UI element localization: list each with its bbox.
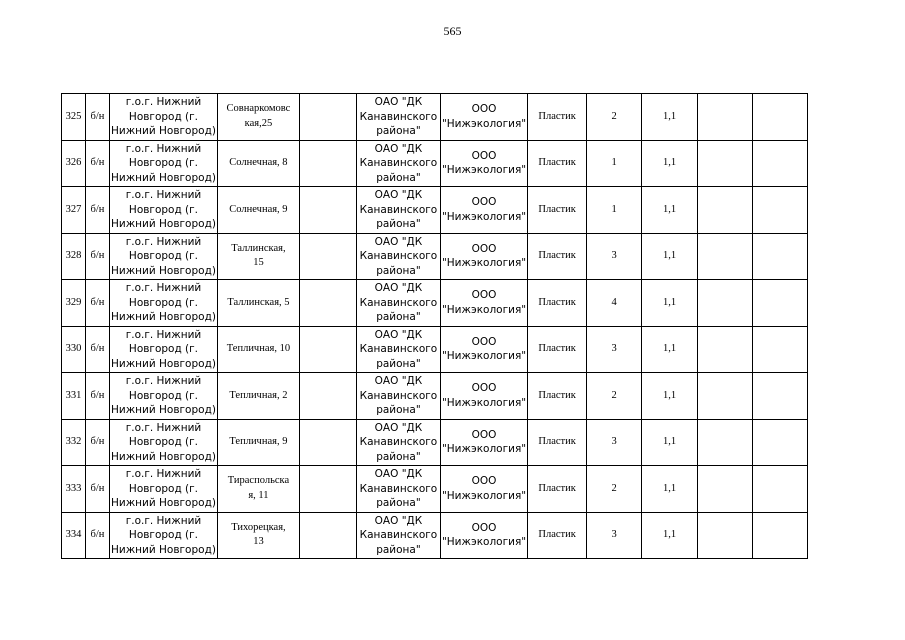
cell-blank bbox=[299, 512, 356, 559]
cell-owner-line: Канавинского bbox=[359, 110, 438, 123]
cell-city-line: г.о.г. Нижний bbox=[125, 235, 202, 248]
cell-type: б/н bbox=[86, 187, 110, 234]
cell-street bbox=[217, 373, 299, 420]
cell-street-line: Солнечная, 8 bbox=[229, 157, 288, 168]
cell-operator bbox=[440, 466, 527, 513]
cell-city-line: Нижний Новгород) bbox=[111, 218, 216, 230]
cell-operator bbox=[440, 512, 527, 559]
cell-volume: 1,1 bbox=[642, 280, 698, 327]
cell-owner-line: района" bbox=[376, 450, 421, 463]
cell-operator-line: "Нижэкология" bbox=[441, 536, 527, 549]
cell-operator-line: "Нижэкология" bbox=[441, 257, 527, 270]
cell-volume: 1,1 bbox=[642, 373, 698, 420]
cell-blank bbox=[299, 419, 356, 466]
cell-owner-line: района" bbox=[376, 404, 421, 416]
cell-street-line: Тепличная, 10 bbox=[226, 343, 291, 354]
cell-street bbox=[217, 512, 299, 559]
cell-operator-line: "Нижэкология" bbox=[441, 164, 527, 177]
cell-blank bbox=[698, 94, 753, 141]
page-number: 565 bbox=[443, 24, 462, 38]
cell-owner-line: района" bbox=[376, 125, 421, 137]
cell-number: 328 bbox=[62, 233, 86, 280]
cell-blank bbox=[299, 373, 356, 420]
cell-operator bbox=[440, 94, 527, 141]
cell-city-line: Новгород (г. bbox=[128, 203, 199, 216]
cell-city bbox=[110, 94, 218, 141]
cell-owner-line: Канавинского bbox=[359, 157, 438, 169]
cell-city-line: Нижний Новгород) bbox=[111, 311, 216, 323]
cell-operator-line: ООО bbox=[471, 103, 497, 116]
cell-material: Пластик bbox=[528, 512, 587, 559]
cell-owner-line: района" bbox=[376, 497, 421, 509]
cell-type: б/н bbox=[86, 419, 110, 466]
cell-material: Пластик bbox=[528, 419, 587, 466]
cell-blank bbox=[698, 280, 753, 327]
cell-operator bbox=[440, 280, 527, 327]
cell-operator bbox=[440, 373, 527, 420]
cell-operator-line: ООО bbox=[471, 428, 497, 441]
cell-count: 1 bbox=[587, 140, 642, 187]
cell-street-line: Тепличная, 9 bbox=[229, 436, 288, 447]
cell-material: Пластик bbox=[528, 466, 587, 513]
cell-city-line: г.о.г. Нижний bbox=[125, 375, 202, 387]
cell-operator-line: ООО bbox=[471, 149, 497, 162]
cell-count: 2 bbox=[587, 373, 642, 420]
cell-city-line: Новгород (г. bbox=[128, 250, 199, 262]
cell-blank bbox=[299, 466, 356, 513]
cell-owner bbox=[356, 233, 440, 280]
cell-blank bbox=[698, 512, 753, 559]
cell-number: 329 bbox=[62, 280, 86, 327]
cell-count: 3 bbox=[587, 326, 642, 373]
cell-owner bbox=[356, 280, 440, 327]
table-row bbox=[62, 187, 808, 234]
cell-volume: 1,1 bbox=[642, 512, 698, 559]
cell-blank bbox=[299, 140, 356, 187]
cell-street-line: я, 11 bbox=[248, 489, 269, 501]
cell-blank bbox=[299, 280, 356, 327]
cell-number: 330 bbox=[62, 326, 86, 373]
cell-city-line: Нижний Новгород) bbox=[111, 125, 216, 137]
cell-owner-line: ОАО "ДК bbox=[374, 421, 423, 434]
cell-city-line: Нижний Новгород) bbox=[111, 497, 216, 509]
cell-owner bbox=[356, 326, 440, 373]
cell-city bbox=[110, 187, 218, 234]
cell-owner bbox=[356, 373, 440, 420]
cell-owner-line: ОАО "ДК bbox=[374, 142, 423, 155]
cell-blank bbox=[753, 466, 808, 513]
cell-city bbox=[110, 140, 218, 187]
cell-material: Пластик bbox=[528, 373, 587, 420]
cell-street-line: Таллинская, 5 bbox=[227, 296, 290, 308]
cell-owner bbox=[356, 140, 440, 187]
cell-street-line: кая,25 bbox=[244, 117, 273, 129]
cell-operator-line: "Нижэкология" bbox=[441, 396, 527, 409]
cell-volume: 1,1 bbox=[642, 419, 698, 466]
cell-street bbox=[217, 419, 299, 466]
cell-street bbox=[217, 94, 299, 141]
cell-city bbox=[110, 466, 218, 513]
cell-owner-line: Канавинского bbox=[359, 203, 438, 216]
cell-blank bbox=[753, 326, 808, 373]
cell-street bbox=[217, 233, 299, 280]
cell-owner bbox=[356, 187, 440, 234]
cell-operator bbox=[440, 326, 527, 373]
cell-city-line: Новгород (г. bbox=[128, 389, 199, 402]
cell-volume: 1,1 bbox=[642, 233, 698, 280]
cell-operator bbox=[440, 233, 527, 280]
cell-operator-line: "Нижэкология" bbox=[441, 350, 527, 363]
cell-owner-line: Канавинского bbox=[359, 250, 438, 262]
cell-owner-line: района" bbox=[376, 357, 421, 370]
cell-type: б/н bbox=[86, 233, 110, 280]
cell-material: Пластик bbox=[528, 326, 587, 373]
cell-city bbox=[110, 419, 218, 466]
cell-owner-line: ОАО "ДК bbox=[374, 189, 423, 201]
cell-street-line: 15 bbox=[253, 257, 264, 269]
cell-owner-line: района" bbox=[376, 171, 421, 184]
cell-owner-line: района" bbox=[376, 264, 421, 277]
cell-operator-line: "Нижэкология" bbox=[441, 443, 527, 456]
cell-type: б/н bbox=[86, 326, 110, 373]
table-row bbox=[62, 466, 808, 513]
container-sites-table bbox=[61, 93, 808, 559]
cell-street-line: Совнаркомовс bbox=[226, 103, 291, 115]
cell-count: 2 bbox=[587, 94, 642, 141]
cell-street-line: Тихорецкая, bbox=[231, 521, 286, 533]
cell-operator-line: ООО bbox=[471, 196, 497, 209]
cell-city-line: Новгород (г. bbox=[128, 296, 199, 309]
cell-street bbox=[217, 140, 299, 187]
cell-volume: 1,1 bbox=[642, 326, 698, 373]
cell-blank bbox=[698, 233, 753, 280]
cell-street-line: 13 bbox=[253, 536, 264, 548]
cell-city-line: Нижний Новгород) bbox=[111, 264, 216, 277]
cell-blank bbox=[753, 233, 808, 280]
cell-operator-line: "Нижэкология" bbox=[441, 303, 527, 316]
cell-city-line: Нижний Новгород) bbox=[111, 357, 216, 370]
cell-city-line: г.о.г. Нижний bbox=[125, 189, 202, 201]
cell-number: 331 bbox=[62, 373, 86, 420]
cell-city-line: Новгород (г. bbox=[128, 482, 199, 495]
cell-operator-line: ООО bbox=[471, 521, 497, 534]
cell-street bbox=[217, 280, 299, 327]
cell-street bbox=[217, 466, 299, 513]
table-row bbox=[62, 326, 808, 373]
table-row bbox=[62, 512, 808, 559]
cell-blank bbox=[698, 187, 753, 234]
cell-count: 4 bbox=[587, 280, 642, 327]
cell-street-line: Тепличная, 2 bbox=[229, 389, 288, 401]
cell-city-line: Новгород (г. bbox=[128, 529, 199, 541]
cell-owner bbox=[356, 512, 440, 559]
cell-number: 326 bbox=[62, 140, 86, 187]
cell-city-line: г.о.г. Нижний bbox=[125, 421, 202, 434]
cell-type: б/н bbox=[86, 512, 110, 559]
cell-blank bbox=[698, 373, 753, 420]
cell-city-line: Нижний Новгород) bbox=[111, 171, 216, 184]
cell-owner-line: ОАО "ДК bbox=[374, 96, 423, 108]
cell-number: 327 bbox=[62, 187, 86, 234]
cell-city-line: Новгород (г. bbox=[128, 157, 199, 169]
cell-operator-line: "Нижэкология" bbox=[441, 210, 527, 223]
cell-operator-line: ООО bbox=[471, 289, 497, 302]
cell-type: б/н bbox=[86, 280, 110, 327]
cell-operator bbox=[440, 419, 527, 466]
cell-owner-line: Канавинского bbox=[359, 529, 438, 541]
cell-blank bbox=[753, 419, 808, 466]
cell-blank bbox=[698, 326, 753, 373]
cell-operator-line: ООО bbox=[471, 382, 497, 395]
cell-city-line: г.о.г. Нижний bbox=[125, 282, 202, 294]
cell-street-line: Тираспольска bbox=[227, 475, 290, 487]
cell-city-line: г.о.г. Нижний bbox=[125, 514, 202, 527]
table-row bbox=[62, 419, 808, 466]
cell-material: Пластик bbox=[528, 187, 587, 234]
cell-street bbox=[217, 187, 299, 234]
cell-owner-line: ОАО "ДК bbox=[374, 328, 423, 341]
cell-city-line: г.о.г. Нижний bbox=[125, 328, 202, 341]
cell-count: 3 bbox=[587, 512, 642, 559]
cell-city bbox=[110, 326, 218, 373]
cell-operator-line: ООО bbox=[471, 335, 497, 348]
cell-material: Пластик bbox=[528, 94, 587, 141]
cell-city-line: г.о.г. Нижний bbox=[125, 96, 202, 108]
cell-city bbox=[110, 512, 218, 559]
cell-volume: 1,1 bbox=[642, 466, 698, 513]
cell-operator-line: ООО bbox=[471, 242, 497, 255]
cell-blank bbox=[753, 280, 808, 327]
cell-type: б/н bbox=[86, 373, 110, 420]
cell-material: Пластик bbox=[528, 280, 587, 327]
cell-number: 333 bbox=[62, 466, 86, 513]
cell-type: б/н bbox=[86, 94, 110, 141]
cell-blank bbox=[753, 140, 808, 187]
cell-city bbox=[110, 280, 218, 327]
cell-operator bbox=[440, 140, 527, 187]
cell-blank bbox=[698, 140, 753, 187]
cell-operator-line: "Нижэкология" bbox=[441, 489, 527, 502]
cell-city-line: Новгород (г. bbox=[128, 110, 199, 123]
cell-type: б/н bbox=[86, 140, 110, 187]
cell-blank bbox=[299, 187, 356, 234]
cell-volume: 1,1 bbox=[642, 187, 698, 234]
cell-owner bbox=[356, 419, 440, 466]
table-row bbox=[62, 140, 808, 187]
cell-number: 332 bbox=[62, 419, 86, 466]
cell-street bbox=[217, 326, 299, 373]
table-row bbox=[62, 373, 808, 420]
cell-blank bbox=[299, 94, 356, 141]
cell-blank bbox=[753, 373, 808, 420]
cell-owner-line: ОАО "ДК bbox=[374, 514, 423, 527]
cell-city-line: Новгород (г. bbox=[128, 343, 199, 355]
cell-count: 3 bbox=[587, 233, 642, 280]
cell-owner-line: Канавинского bbox=[359, 296, 438, 309]
cell-volume: 1,1 bbox=[642, 94, 698, 141]
cell-count: 3 bbox=[587, 419, 642, 466]
cell-number: 325 bbox=[62, 94, 86, 141]
cell-operator-line: "Нижэкология" bbox=[441, 117, 527, 130]
table-row bbox=[62, 233, 808, 280]
table-body bbox=[62, 94, 808, 559]
cell-city-line: Новгород (г. bbox=[128, 436, 199, 448]
cell-street-line: Солнечная, 9 bbox=[229, 203, 288, 215]
cell-count: 1 bbox=[587, 187, 642, 234]
cell-owner bbox=[356, 94, 440, 141]
cell-city-line: Нижний Новгород) bbox=[111, 404, 216, 416]
cell-owner bbox=[356, 466, 440, 513]
cell-city-line: Нижний Новгород) bbox=[111, 450, 216, 463]
cell-operator bbox=[440, 187, 527, 234]
cell-blank bbox=[753, 187, 808, 234]
table-row bbox=[62, 94, 808, 141]
cell-owner-line: района" bbox=[376, 218, 421, 230]
cell-owner-line: Канавинского bbox=[359, 436, 438, 448]
cell-owner-line: ОАО "ДК bbox=[374, 468, 423, 480]
cell-material: Пластик bbox=[528, 233, 587, 280]
cell-blank bbox=[698, 419, 753, 466]
cell-owner-line: Канавинского bbox=[359, 482, 438, 495]
cell-blank bbox=[299, 233, 356, 280]
cell-volume: 1,1 bbox=[642, 140, 698, 187]
cell-blank bbox=[299, 326, 356, 373]
cell-number: 334 bbox=[62, 512, 86, 559]
cell-owner-line: района" bbox=[376, 543, 421, 556]
cell-city-line: г.о.г. Нижний bbox=[125, 142, 202, 155]
cell-type: б/н bbox=[86, 466, 110, 513]
cell-count: 2 bbox=[587, 466, 642, 513]
cell-operator-line: ООО bbox=[471, 475, 497, 488]
cell-owner-line: Канавинского bbox=[359, 389, 438, 402]
cell-blank bbox=[753, 94, 808, 141]
cell-city-line: Нижний Новгород) bbox=[111, 543, 216, 556]
cell-owner-line: ОАО "ДК bbox=[374, 375, 423, 387]
cell-owner-line: ОАО "ДК bbox=[374, 235, 423, 248]
cell-city bbox=[110, 373, 218, 420]
cell-blank bbox=[698, 466, 753, 513]
cell-city bbox=[110, 233, 218, 280]
cell-blank bbox=[753, 512, 808, 559]
cell-city-line: г.о.г. Нижний bbox=[125, 468, 202, 480]
cell-material: Пластик bbox=[528, 140, 587, 187]
table-row bbox=[62, 280, 808, 327]
cell-street-line: Таллинская, bbox=[231, 242, 286, 254]
cell-owner-line: района" bbox=[376, 311, 421, 323]
cell-owner-line: ОАО "ДК bbox=[374, 282, 423, 294]
cell-owner-line: Канавинского bbox=[359, 343, 438, 355]
